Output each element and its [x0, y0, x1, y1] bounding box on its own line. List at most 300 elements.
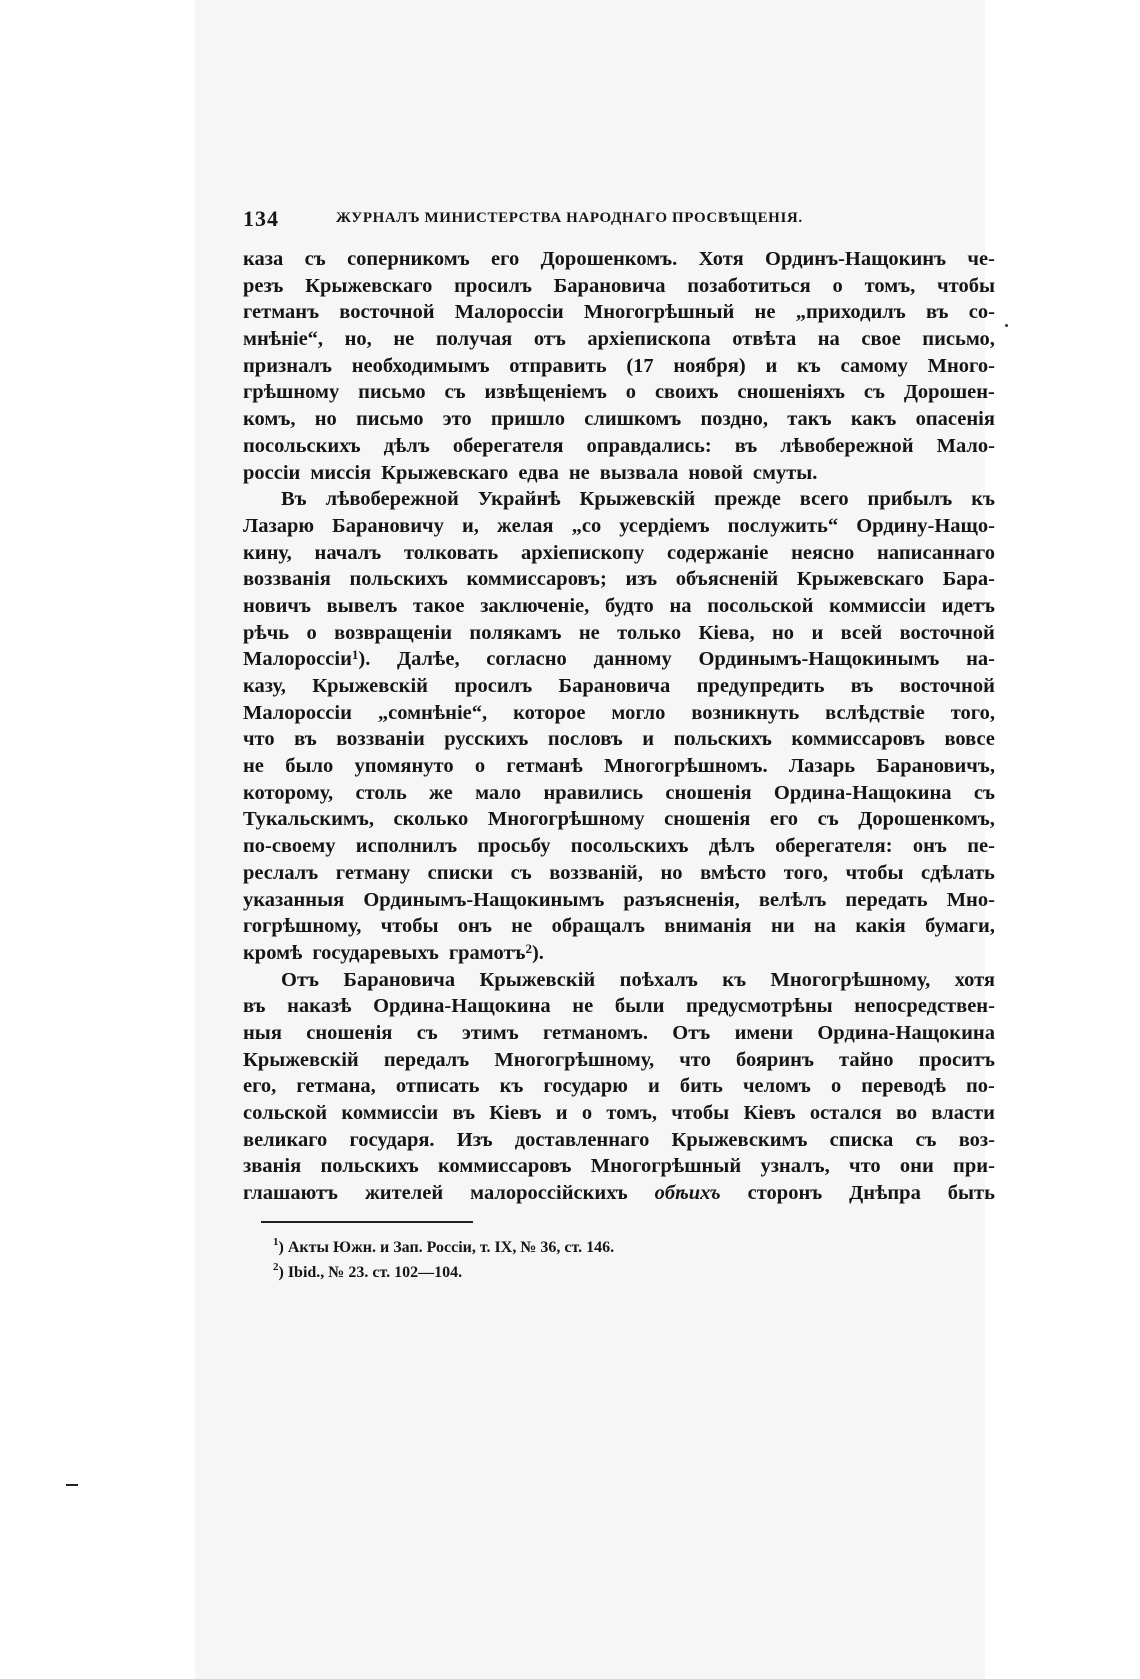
text-line	[243, 540, 995, 567]
word: бить	[679, 1075, 723, 1098]
word: Ордина-Нащокина	[817, 1021, 995, 1044]
word: столь	[355, 781, 407, 804]
word: Барановича	[553, 274, 666, 297]
footnote-text: ) Ibid., № 23. ст. 102—104.	[278, 1263, 463, 1281]
word: сношенія	[306, 1021, 393, 1044]
word: такъ	[787, 408, 832, 431]
word: каза	[243, 248, 284, 270]
word: и	[811, 621, 824, 644]
word: непосредствен-	[854, 995, 995, 1018]
word: польскихъ	[320, 1155, 419, 1178]
word: томъ,	[864, 274, 916, 297]
word: о	[306, 621, 317, 644]
word: Изъ	[456, 1128, 493, 1151]
word: по-	[966, 1075, 995, 1098]
word: вниманія	[664, 915, 752, 938]
document-page	[243, 206, 995, 1285]
word: возникнуть	[691, 701, 800, 724]
word: гетманѣ	[506, 755, 583, 778]
text-line	[243, 1180, 995, 1207]
word: смуты.	[752, 461, 818, 484]
word: въ	[452, 1102, 476, 1124]
word: сдѣлать	[921, 861, 995, 884]
word: просилъ	[454, 274, 532, 297]
text-line	[243, 1020, 995, 1047]
word: посольскихъ	[243, 434, 361, 457]
word: переводѣ	[861, 1075, 946, 1098]
word: это	[442, 408, 472, 431]
word: съ	[510, 861, 532, 884]
word: письмо	[355, 408, 424, 431]
word: были	[614, 995, 665, 1018]
word: не	[572, 995, 594, 1018]
text-line	[243, 860, 995, 887]
footnote-text: ) Акты Южн. и Зап. Россіи, т. IX, № 36, ст. 146.	[278, 1238, 615, 1256]
word: съ	[304, 248, 326, 270]
word: дѣлъ	[383, 434, 430, 457]
text-line	[243, 700, 995, 727]
scan-speck	[1005, 324, 1008, 327]
word: гетману	[335, 861, 411, 884]
word: Кіевъ	[489, 1102, 542, 1124]
text-line	[243, 646, 995, 673]
word: Малороссіи	[243, 701, 352, 724]
word: гетманъ	[243, 301, 320, 324]
word: слишкомъ	[584, 408, 682, 431]
word: заключеніе,	[480, 594, 590, 617]
word: его	[491, 248, 520, 270]
text-line	[243, 940, 995, 967]
word: началъ	[314, 541, 382, 564]
word: получая	[435, 328, 513, 351]
word: письмо	[358, 381, 426, 404]
footnote-ref: 2	[525, 940, 532, 956]
word: о	[474, 755, 486, 778]
word: только	[617, 621, 682, 644]
word: къ	[499, 1075, 524, 1098]
word: Дорошен-	[903, 381, 995, 404]
text-line	[243, 887, 995, 914]
word: Лазарь	[788, 755, 856, 778]
word: пришло	[490, 408, 565, 431]
word: Барановичу	[332, 514, 444, 537]
word: которому,	[243, 781, 334, 804]
word: воззваніи	[336, 728, 425, 751]
word: Дорошенкомъ.	[540, 248, 678, 270]
word: его,	[243, 1075, 277, 1098]
text-line	[243, 620, 995, 647]
word: чтобы	[845, 861, 904, 884]
word: резъ	[243, 274, 284, 297]
word: пе-	[967, 835, 995, 858]
journal-title: ЖУРНАЛЪ МИНИСТЕРСТВА НАРОДНАГО ПРОСВѢЩЕНІЯ.	[336, 210, 803, 226]
word: Барановичъ,	[876, 755, 995, 778]
word: къ	[722, 968, 747, 991]
word: содержаніе	[667, 541, 769, 564]
footnote-marker: 2	[273, 1260, 279, 1273]
text-line	[243, 993, 995, 1020]
text-line	[243, 753, 995, 780]
word: идетъ	[941, 594, 995, 617]
word: поѣхалъ	[619, 968, 698, 991]
word: такое	[413, 594, 465, 617]
word: Ординымъ-Нащокинымъ	[363, 888, 605, 911]
word: быть	[947, 1182, 995, 1205]
word: не	[511, 915, 533, 938]
body-text	[243, 246, 995, 1207]
word: но	[314, 408, 337, 431]
word: сношеніяхъ	[737, 381, 845, 404]
text-line	[243, 1127, 995, 1154]
word: необходимымъ	[351, 354, 490, 377]
word: Ординъ-Нащокинъ	[765, 248, 947, 270]
word: онъ	[457, 915, 492, 938]
word: въ	[243, 995, 266, 1018]
word: о	[832, 274, 843, 297]
word: съ	[416, 1021, 438, 1044]
word: вызвала	[599, 461, 679, 484]
word: тайно	[839, 1048, 894, 1071]
word: и	[648, 1075, 660, 1098]
word: Въ	[281, 488, 307, 511]
word: Тукальскимъ,	[243, 808, 374, 831]
word: казу,	[243, 675, 286, 697]
word: что	[243, 728, 275, 751]
word: упомянуто	[354, 755, 454, 778]
word: послужить“	[727, 514, 839, 537]
word: его	[769, 808, 799, 831]
word: гогрѣшному,	[243, 915, 362, 938]
word: мнѣніе“,	[243, 328, 324, 351]
word: рѣчь	[243, 621, 290, 644]
word: воззваній,	[549, 861, 643, 884]
word: Много-	[927, 354, 995, 377]
word: письмо,	[922, 328, 995, 351]
text-line	[243, 353, 995, 380]
word: о	[581, 1102, 593, 1124]
word: съ	[444, 381, 466, 404]
word: государя.	[349, 1128, 435, 1151]
word-with-footnote: Малороссіи$^1$).	[243, 647, 371, 671]
word: Ординымъ-Нащокинымъ	[698, 648, 940, 671]
word: воззванія	[243, 568, 331, 591]
word: въ	[294, 728, 317, 751]
word: узналъ,	[760, 1155, 830, 1178]
word: прибылъ	[867, 488, 953, 511]
word: чтобы	[380, 915, 439, 938]
word: бумаги,	[925, 915, 995, 938]
word: Ордину-Нащо-	[856, 514, 995, 537]
word: извѣщеніемъ	[484, 381, 607, 404]
word: Далѣе,	[397, 648, 460, 671]
text-line	[243, 326, 995, 353]
word: могло	[611, 701, 666, 724]
word: съ	[817, 808, 839, 831]
word: польскихъ	[673, 728, 772, 751]
word: посольскихъ	[570, 835, 689, 858]
word: поздно,	[700, 408, 768, 431]
word: миссія	[310, 461, 372, 484]
word: „приходилъ	[795, 301, 906, 324]
word: „сомнѣніе“,	[377, 701, 488, 724]
word: списки	[427, 861, 494, 884]
word: указанныя	[243, 888, 345, 911]
text-line	[243, 726, 995, 753]
word: и	[555, 1102, 568, 1124]
word: грѣшному	[243, 381, 340, 404]
word: въ	[734, 434, 758, 457]
word: обѣихъ	[654, 1182, 721, 1205]
word: жителей	[364, 1182, 444, 1205]
word: неясно	[791, 541, 855, 564]
word: было	[285, 755, 334, 778]
page-number: 134	[243, 206, 279, 231]
word: но	[771, 621, 795, 644]
word: коммиссаровъ	[791, 728, 925, 751]
word: не	[754, 301, 776, 324]
word: Многогрѣшному,	[770, 968, 931, 991]
word: реслалъ	[243, 861, 319, 884]
word: хотя	[954, 968, 995, 991]
word: коммиссаровъ;	[466, 568, 607, 591]
word: усердіемъ	[619, 514, 710, 537]
word: Кіева,	[698, 621, 755, 644]
word: Днѣпра	[849, 1182, 921, 1205]
word: предупредить	[696, 675, 825, 697]
word: опасенія	[915, 408, 995, 431]
word: вслѣдствіе	[825, 701, 925, 724]
word: малороссійскихъ	[470, 1182, 628, 1205]
text-line	[243, 1100, 995, 1127]
word: на-	[966, 648, 995, 671]
word: Многогрѣшномъ.	[604, 755, 768, 778]
text-line	[243, 833, 995, 860]
word: воз-	[958, 1128, 995, 1151]
word: че-	[967, 248, 995, 270]
word: того,	[783, 861, 829, 884]
word: Лазарю	[243, 514, 315, 537]
word: Барановича	[558, 675, 671, 697]
word: отправить	[509, 354, 607, 377]
word: восточной	[339, 301, 435, 324]
word: велѣлъ	[758, 888, 827, 911]
word: новой	[688, 461, 743, 484]
word: челомъ	[742, 1075, 811, 1098]
word: сторонъ	[747, 1182, 823, 1205]
word: во	[895, 1102, 918, 1124]
word: польскихъ	[349, 568, 448, 591]
word: ныя	[243, 1021, 282, 1044]
footnote	[273, 1260, 995, 1285]
word: чтобы	[937, 274, 995, 297]
word: не	[568, 461, 590, 484]
text-line	[243, 433, 995, 460]
word: великаго	[243, 1128, 328, 1151]
running-head	[243, 206, 995, 240]
word: сольской	[243, 1102, 328, 1124]
word: (17	[626, 354, 654, 377]
word: что	[679, 1048, 711, 1071]
word: свое	[861, 328, 901, 351]
word: лѣвобережной	[325, 488, 459, 511]
text-line	[243, 593, 995, 620]
word: какъ	[850, 408, 897, 431]
word: Крыжевскаго	[796, 568, 925, 591]
word: но,	[344, 328, 372, 351]
word: всей	[840, 621, 883, 644]
word: на	[817, 328, 840, 351]
word: данному	[593, 648, 672, 671]
footnotes	[243, 1235, 995, 1285]
word: всего	[799, 488, 849, 511]
word: не	[243, 755, 264, 778]
word: Малороссіи	[454, 301, 564, 324]
word: государю	[543, 1075, 628, 1098]
word: въ	[925, 301, 949, 324]
word: кромѣ	[243, 941, 303, 964]
word: едва	[518, 461, 559, 484]
word: наказѣ	[287, 995, 352, 1018]
word: россіи	[243, 461, 301, 484]
word: новичъ	[243, 594, 311, 617]
word: желая	[496, 514, 554, 537]
word: восточной	[899, 621, 995, 644]
text-line	[243, 1047, 995, 1074]
word: что	[849, 1155, 881, 1178]
word: со-	[968, 301, 995, 324]
word: Многогрѣшному	[487, 808, 645, 831]
word: исполнилъ	[355, 835, 458, 858]
word: позаботиться	[687, 274, 811, 297]
word: къ	[971, 488, 995, 511]
footnote-ref: 1	[351, 647, 359, 663]
word: глашаютъ	[243, 1182, 338, 1205]
word: просьбу	[477, 835, 551, 858]
word: списка	[829, 1128, 894, 1151]
word: въ	[850, 675, 874, 697]
text-line	[243, 673, 995, 700]
word: съ	[863, 381, 885, 404]
word: Крыжевскій	[243, 1048, 359, 1071]
word: чтобы	[671, 1102, 730, 1124]
word: Многогрѣшному,	[494, 1048, 655, 1071]
footnote-marker: 1	[273, 1235, 279, 1248]
text-line	[243, 460, 995, 487]
word: предусмотрѣны	[686, 995, 833, 1018]
word: комъ,	[243, 408, 296, 431]
word: о	[830, 1075, 842, 1098]
word: званія	[243, 1155, 302, 1178]
word: власти	[931, 1102, 995, 1124]
word: Крыжевскій	[312, 675, 428, 697]
word: коммиссаровъ	[437, 1155, 572, 1178]
word: сколько	[393, 808, 469, 831]
word: отписать	[395, 1075, 480, 1098]
word: „со	[571, 514, 602, 537]
word: и	[642, 728, 655, 751]
word: Многогрѣшный	[590, 1155, 742, 1178]
word: доставленнаго	[514, 1128, 650, 1151]
word: коммиссіи	[341, 1102, 439, 1124]
word: Хотя	[698, 248, 744, 270]
word: оправдались:	[586, 434, 712, 457]
word: этимъ	[462, 1021, 519, 1044]
word: Дорошенкомъ,	[858, 808, 995, 831]
word: сношенія	[664, 808, 751, 831]
word: обращалъ	[551, 915, 645, 938]
text-line	[243, 273, 995, 300]
text-line	[243, 1073, 995, 1100]
text-line	[243, 246, 995, 273]
word: не	[578, 621, 600, 644]
word: архіепископу	[520, 541, 645, 564]
word: и,	[461, 514, 479, 537]
word: толковать	[403, 541, 499, 564]
word: вмѣсто	[700, 861, 767, 884]
word: вывелъ	[326, 594, 398, 617]
word: мало	[475, 781, 522, 804]
word: отъ	[533, 328, 566, 351]
word: ни	[771, 915, 795, 938]
text-line	[243, 486, 995, 513]
word: Ордина-Нащокина	[773, 781, 952, 804]
word: онъ	[912, 835, 947, 858]
word: Крыжевскаго	[381, 461, 509, 484]
word: Крыжевскій	[479, 968, 596, 991]
word: просилъ	[454, 675, 533, 697]
text-line	[243, 379, 995, 406]
word-with-footnote: грамотъ$^2$).	[448, 940, 544, 964]
word: соперникомъ	[347, 248, 470, 270]
word: Многогрѣшный	[583, 301, 735, 324]
word: на	[814, 915, 837, 938]
word: нравились	[543, 781, 644, 804]
word: согласно	[486, 648, 567, 671]
word: но	[660, 861, 683, 884]
word: прежде	[714, 488, 781, 511]
margin-mark	[66, 1484, 78, 1486]
word: коммиссіи	[829, 594, 926, 617]
text-line	[243, 406, 995, 433]
word: самому	[840, 354, 908, 377]
word: оберегателя:	[775, 835, 893, 858]
word: гетманомъ.	[543, 1021, 648, 1044]
word: передалъ	[383, 1048, 470, 1071]
text-line	[243, 1153, 995, 1180]
word: ноября)	[673, 354, 746, 377]
word: посольской	[707, 594, 814, 617]
word: Мало-	[936, 434, 995, 457]
text-line	[243, 913, 995, 940]
word: Крыжевскій	[579, 488, 696, 511]
word: архіепископа	[587, 328, 711, 351]
word: призналъ	[243, 354, 332, 377]
word: же	[429, 781, 453, 804]
word: Барановича	[343, 968, 456, 991]
word: не	[393, 328, 415, 351]
word: написаннаго	[877, 541, 995, 564]
word: о	[625, 381, 637, 404]
word: по-своему	[243, 835, 336, 858]
word: передать	[845, 888, 928, 911]
word: объясненій	[675, 568, 779, 591]
text-line	[243, 566, 995, 593]
word: остался	[809, 1102, 882, 1124]
text-line	[243, 780, 995, 807]
word: которое	[513, 701, 586, 724]
word: разъясненія,	[623, 888, 740, 911]
footnote	[273, 1235, 995, 1260]
